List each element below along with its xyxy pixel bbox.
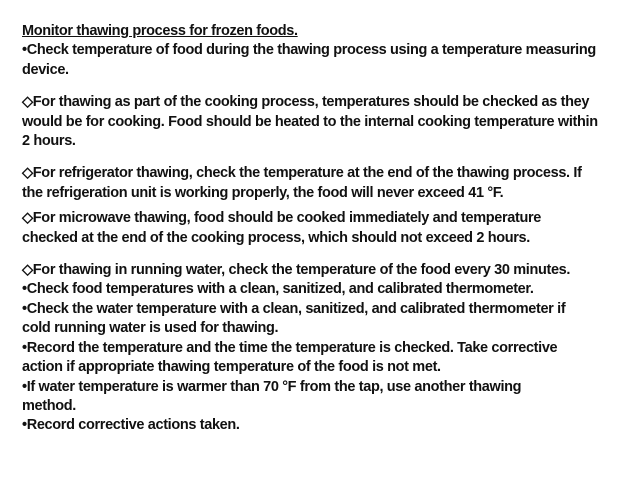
text-line: •Check temperature of food during the thawing process using a temperature measuring — [22, 42, 596, 59]
text-line: the refrigeration unit is working properly, the food will never exceed 41 °F. — [22, 184, 504, 201]
text-line: •Check the water temperature with a clean, sanitized, and calibrated thermometer if — [22, 300, 566, 317]
text-line: device. — [22, 61, 69, 78]
slide-content — [22, 22, 622, 436]
text-line: 2 hours. — [22, 133, 76, 150]
text-line: would be for cooking. Food should be heated to the internal cooking temperature within — [22, 113, 598, 130]
text-line: action if appropriate thawing temperature of the food is not met. — [22, 359, 441, 376]
text-line: •Check food temperatures with a clean, sanitized, and calibrated thermometer. — [22, 281, 534, 298]
text-line: checked at the end of the cooking process, which should not exceed 2 hours. — [22, 229, 530, 246]
text-line: •Record the temperature and the time the temperature is checked. Take corrective — [22, 339, 558, 356]
text-line: ◇For refrigerator thawing, check the temperature at the end of the thawing process. If — [22, 165, 582, 182]
text-line: cold running water is used for thawing. — [22, 320, 279, 337]
paragraph-spacer — [22, 151, 622, 164]
text-line: method. — [22, 397, 76, 414]
paragraph-spacer — [22, 80, 622, 93]
text-line: ◇For thawing as part of the cooking process, temperatures should be checked as they — [22, 94, 590, 111]
text-line: •Record corrective actions taken. — [22, 417, 240, 434]
paragraph-spacer — [22, 248, 622, 261]
text-line: ◇For thawing in running water, check the temperature of the food every 30 minutes. — [22, 262, 571, 279]
page-title: Monitor thawing process for frozen foods. — [22, 23, 298, 39]
text-line: •If water temperature is warmer than 70 °F from the tap, use another thawing — [22, 378, 522, 395]
text-line: ◇For microwave thawing, food should be cooked immediately and temperature — [22, 210, 541, 227]
